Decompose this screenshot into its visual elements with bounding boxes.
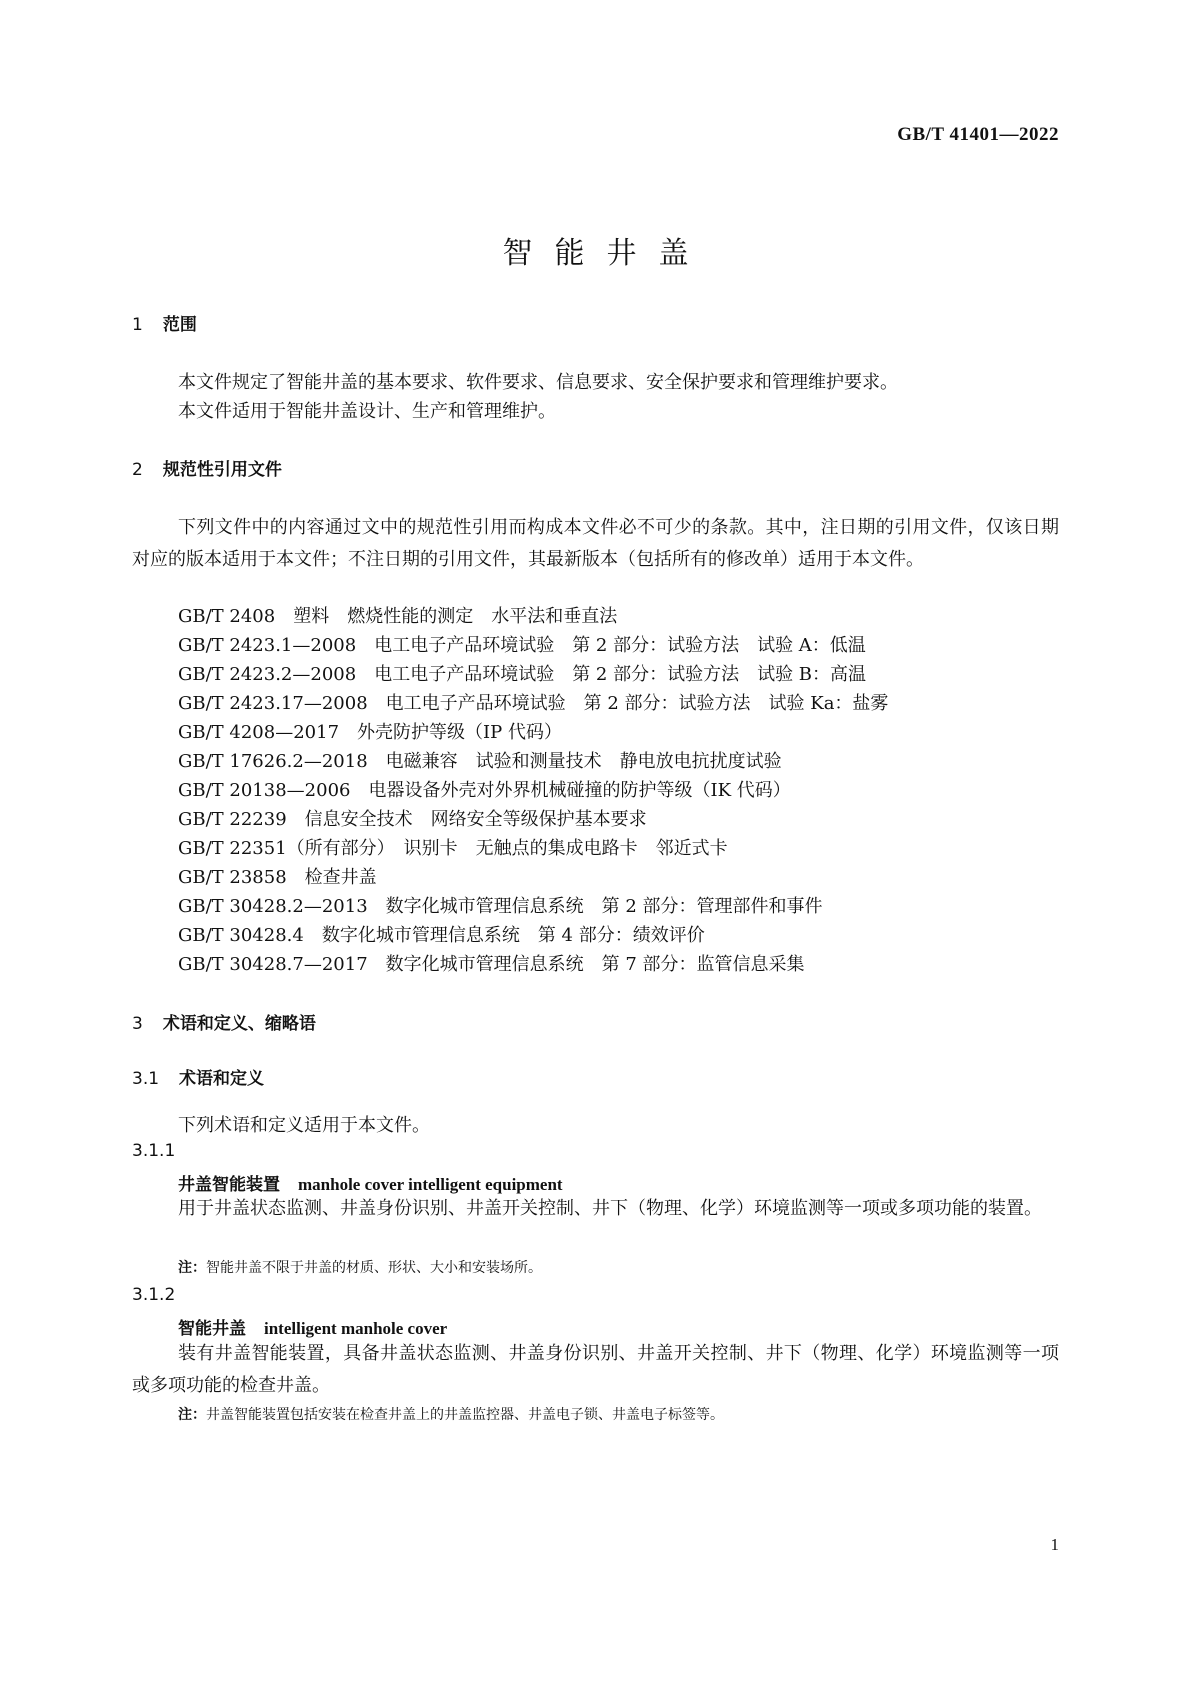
term-note bbox=[178, 1404, 724, 1424]
document-code: GB/T 41401—2022 bbox=[897, 124, 1059, 145]
term-en: manhole cover intelligent equipment bbox=[298, 1175, 563, 1194]
section-3-heading bbox=[132, 1009, 316, 1034]
section-2-heading bbox=[132, 455, 282, 480]
section-title: 范围 bbox=[162, 315, 197, 335]
note-text: 智能井盖不限于井盖的材质、形状、大小和安装场所。 bbox=[206, 1260, 542, 1276]
reference-item: GB/T 2408 塑料 燃烧性能的测定 水平法和垂直法 bbox=[178, 606, 618, 627]
note-label: 注： bbox=[178, 1260, 206, 1276]
reference-item: GB/T 30428.4 数字化城市管理信息系统 第 4 部分：绩效评价 bbox=[178, 925, 705, 946]
term-heading bbox=[178, 1170, 563, 1195]
reference-item: GB/T 4208—2017 外壳防护等级（IP 代码） bbox=[178, 722, 562, 743]
term-number: 3.1.1 bbox=[132, 1141, 176, 1161]
subsection-3-1-heading bbox=[132, 1064, 264, 1089]
subsection-number: 3.1 bbox=[132, 1069, 160, 1089]
paragraph: 本文件规定了智能井盖的基本要求、软件要求、信息要求、安全保护要求和管理维护要求。 bbox=[178, 372, 898, 393]
reference-item: GB/T 2423.1—2008 电工电子产品环境试验 第 2 部分：试验方法 试验 A：低温 bbox=[178, 635, 866, 656]
term-definition: 装有井盖智能装置，具备井盖状态监测、井盖身份识别、井盖开关控制、井下（物理、化学）环境监测等一项或多项功能的检查井盖。 bbox=[132, 1343, 1059, 1396]
reference-item: GB/T 17626.2—2018 电磁兼容 试验和测量技术 静电放电抗扰度试验 bbox=[178, 751, 782, 772]
paragraph: 下列术语和定义适用于本文件。 bbox=[178, 1115, 430, 1136]
term-note bbox=[178, 1257, 542, 1277]
reference-item: GB/T 22239 信息安全技术 网络安全等级保护基本要求 bbox=[178, 809, 647, 830]
reference-item: GB/T 30428.7—2017 数字化城市管理信息系统 第 7 部分：监管信息采集 bbox=[178, 954, 805, 975]
section-number: 3 bbox=[132, 1014, 143, 1034]
reference-item: GB/T 2423.17—2008 电工电子产品环境试验 第 2 部分：试验方法 试验 Ka：盐雾 bbox=[178, 693, 889, 714]
term-definition: 用于井盖状态监测、井盖身份识别、井盖开关控制、井下（物理、化学）环境监测等一项或多项功能的装置。 bbox=[178, 1198, 1042, 1219]
section-number: 2 bbox=[132, 460, 143, 480]
reference-item: GB/T 2423.2—2008 电工电子产品环境试验 第 2 部分：试验方法 试验 B：高温 bbox=[178, 664, 867, 685]
section-title: 术语和定义、缩略语 bbox=[162, 1014, 316, 1034]
reference-item: GB/T 23858 检查井盖 bbox=[178, 867, 377, 888]
term-heading bbox=[178, 1314, 447, 1339]
page-number: 1 bbox=[1050, 1535, 1059, 1554]
reference-item: GB/T 22351（所有部分） 识别卡 无触点的集成电路卡 邻近式卡 bbox=[178, 838, 728, 859]
section-title: 规范性引用文件 bbox=[162, 460, 282, 480]
section-1-heading bbox=[132, 310, 197, 335]
reference-item: GB/T 30428.2—2013 数字化城市管理信息系统 第 2 部分：管理部件和事件 bbox=[178, 896, 823, 917]
paragraph: 本文件适用于智能井盖设计、生产和管理维护。 bbox=[178, 401, 556, 422]
term-en: intelligent manhole cover bbox=[264, 1319, 448, 1338]
note-label: 注： bbox=[178, 1407, 206, 1423]
term-zh: 井盖智能装置 bbox=[178, 1175, 280, 1195]
section-number: 1 bbox=[132, 315, 143, 335]
reference-item: GB/T 20138—2006 电器设备外壳对外界机械碰撞的防护等级（IK 代码） bbox=[178, 780, 791, 801]
term-number: 3.1.2 bbox=[132, 1285, 176, 1305]
paragraph: 下列文件中的内容通过文中的规范性引用而构成本文件必不可少的条款。其中，注日期的引用文件，仅该日期对应的版本适用于本文件；不注日期的引用文件，其最新版本（包括所有的修改单）适用于本文件。 bbox=[132, 517, 1059, 570]
document-title: 智能井盖 bbox=[502, 236, 711, 271]
subsection-title: 术语和定义 bbox=[179, 1069, 265, 1089]
note-text: 井盖智能装置包括安装在检查井盖上的井盖监控器、井盖电子锁、井盖电子标签等。 bbox=[206, 1407, 724, 1423]
term-zh: 智能井盖 bbox=[178, 1319, 246, 1339]
